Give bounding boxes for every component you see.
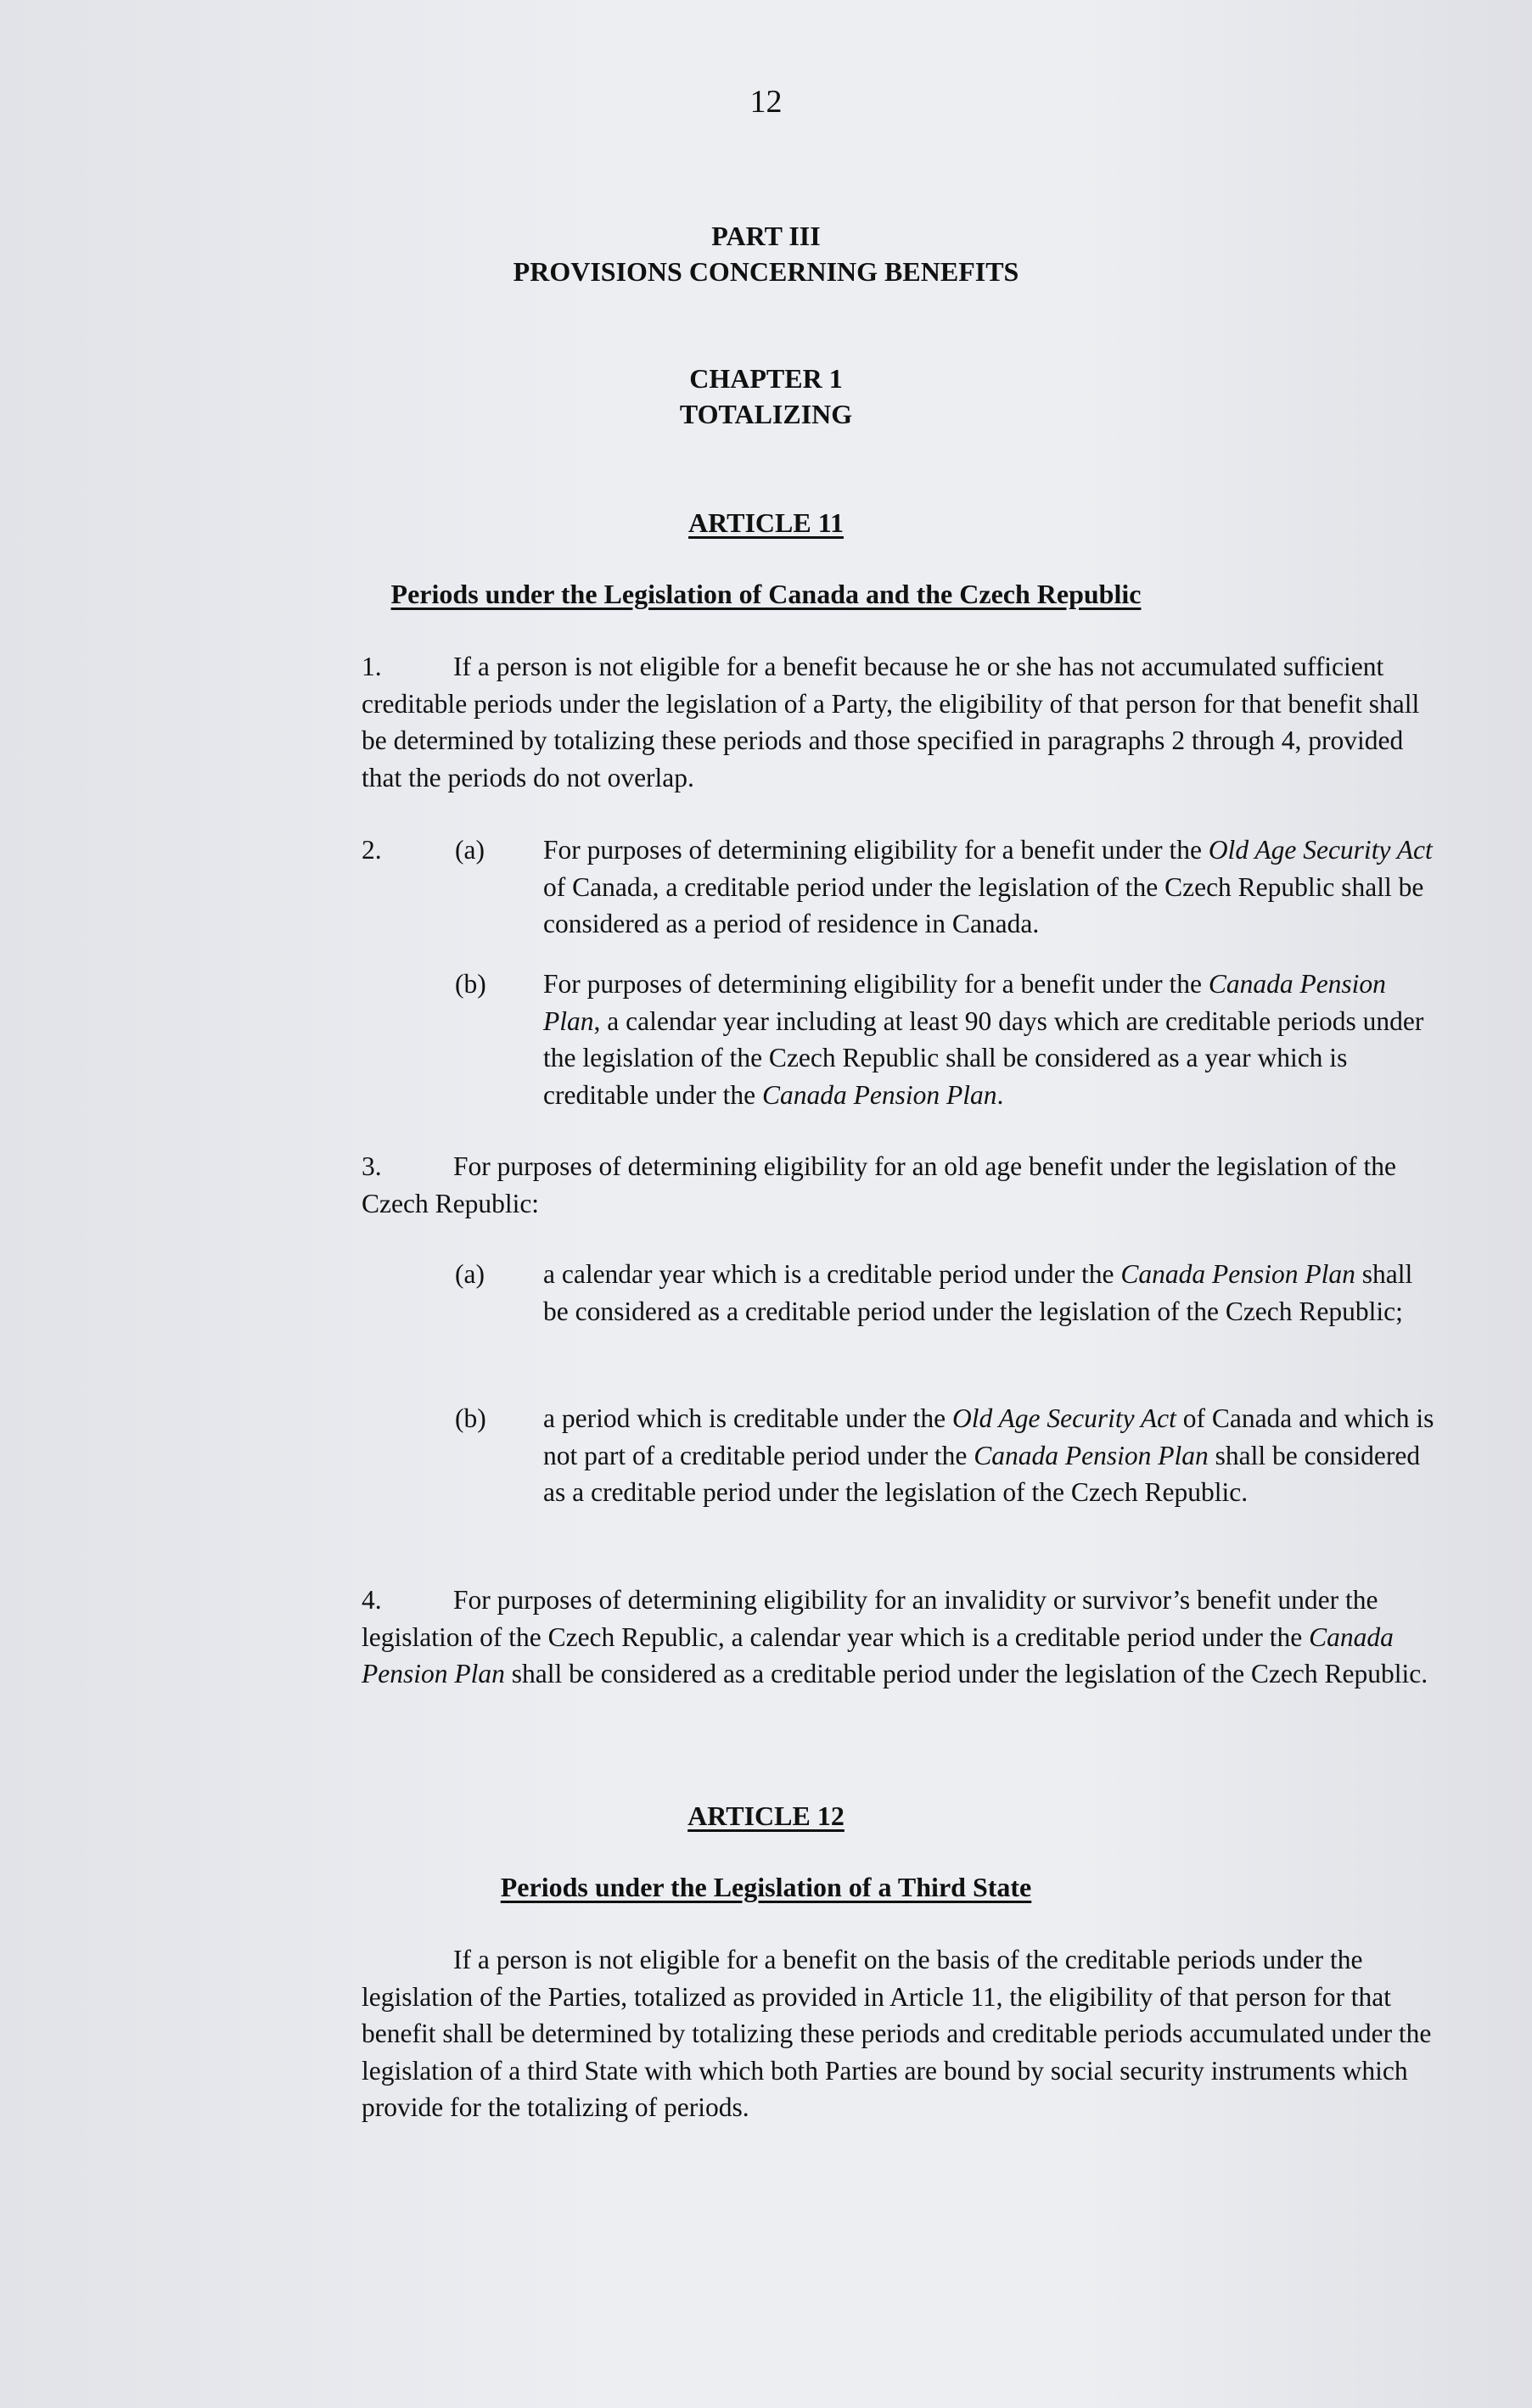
article-11-paragraph-1 [362,648,1439,796]
article-12-paragraph-1: If a person is not eligible for a benefit on the basis of the creditable periods under the legislation of the Parties, totalized as provided in Article 11, the eligibility of that person for that benefit shall be determined by totalizing these periods and creditable periods accumulated under the legislation of a third State with which both Parties are bound by social security instruments which provide for the totalizing of periods. [362,1945,1432,2122]
article-11-paragraph-3b: a period which is creditable under the Old Age Security Act of Canada and which is not part of a creditable period under the Canada Pension Plan shall be considered as a creditable period under the legislation of the Czech Republic. [543,1403,1434,1507]
paragraph-text: For purposes of determining eligibility for an old age benefit under the legislation of the Czech Republic: [362,1151,1396,1218]
item-label: (b) [455,969,486,999]
paragraph-number: 3. [362,1151,382,1181]
article-11-title: Periods under the Legislation of Canada and the Czech Republic [390,579,1142,609]
article-11-paragraph-4: 4. For purposes of determining eligibility for an invalidity or survivor’s benefit under the legislation of the Czech Republic, a calendar year which is a creditable period under the Canada Pension Plan shall be considered as a creditable period under the legislation of the Czech Republic. [362,1582,1439,1693]
item-label: (b) [455,1403,486,1433]
item-label: (a) [455,1259,485,1289]
part-title: PART III [711,221,821,251]
article-12-title: Periods under the Legislation of a Third State [500,1872,1032,1902]
part-subtitle: PROVISIONS CONCERNING BENEFITS [513,256,1019,287]
article-11-paragraph-2b: For purposes of determining eligibility for a benefit under the Canada Pension Plan, a calendar year including at least 90 days which are creditable periods under the legislation of the Czech Republic shall be considered as a year which is creditable under the Canada Pension Plan. [543,969,1424,1110]
item-label: (a) [455,835,485,865]
article-11-paragraph-3a: a calendar year which is a creditable period under the Canada Pension Plan shall be considered as a creditable period under the legislation of the Czech Republic; [543,1259,1413,1326]
paragraph-text: If a person is not eligible for a benefit because he or she has not accumulated sufficient creditable periods under the legislation of a Party, the eligibility of that person for that benefit shall be determined by totalizing these periods and those specified in paragraphs 2 through 4, provided that the periods do not overlap. [362,652,1420,792]
paragraph-number: 4. [362,1585,382,1615]
page-number: 12 [749,84,783,120]
article-12-heading: ARTICLE 12 [687,1800,845,1831]
paragraph-number: 2. [362,835,382,865]
article-11-paragraph-2a: For purposes of determining eligibility for a benefit under the Old Age Security Act of Canada, a creditable period under the legislation of the Czech Republic shall be considered as a period of residence in Canada. [543,835,1433,938]
article-11-heading: ARTICLE 11 [688,507,844,538]
article-11-paragraph-3 [362,1148,1439,1222]
chapter-subtitle: TOTALIZING [679,399,853,429]
chapter-title: CHAPTER 1 [689,363,843,394]
paragraph-number: 1. [362,652,382,681]
